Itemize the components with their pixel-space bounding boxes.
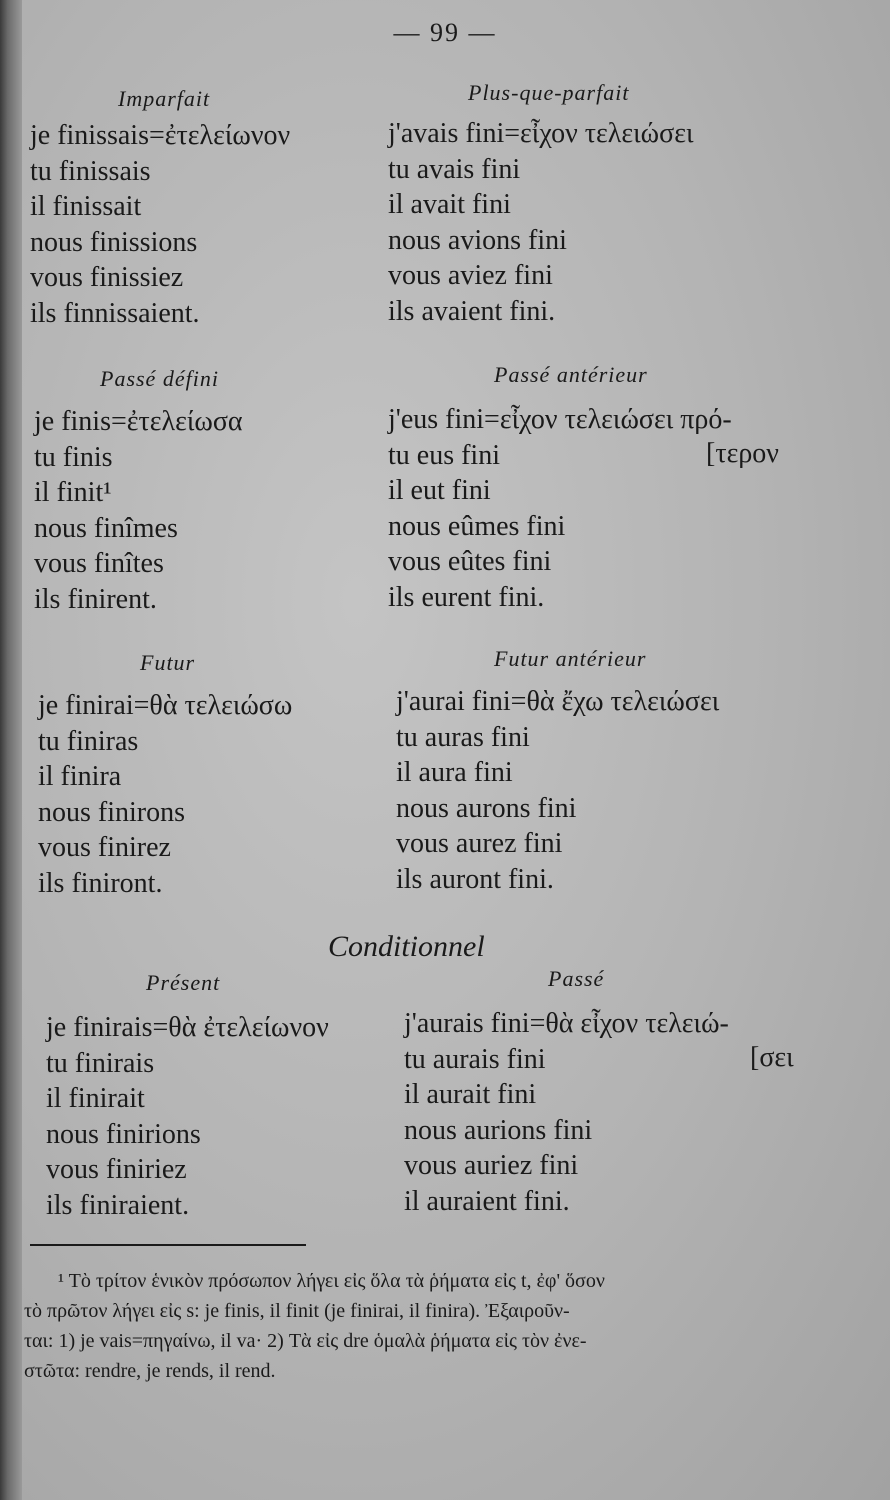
conjugation-line: tu aurais fini [404, 1043, 546, 1075]
conjugation-line: tu finis [34, 441, 113, 473]
passe-anterieur-conjugation [388, 402, 732, 615]
conjugation-line: j'eus fini=εἶχον τελειώσει πρό- [388, 404, 732, 435]
conjugation-line: nous finîmes [34, 512, 178, 544]
conjugation-line: tu avais fini [388, 153, 521, 185]
conjugation-line: ils finiront. [38, 867, 163, 899]
conjugation-line: j'avais fini=εἶχον τελειώσει [388, 118, 694, 149]
conjugation-line: je finis=ἐτελείωσα [34, 406, 243, 437]
hyphenation-continuation: [τερον [706, 438, 779, 469]
conjugation-line: ils avaient fini. [388, 295, 556, 327]
conjugation-line: tu finiras [38, 725, 139, 757]
conjugation-line: nous finirions [46, 1118, 201, 1150]
conjugation-line: il eut fini [388, 475, 491, 506]
conjugation-line: ils eurent fini. [388, 581, 545, 613]
book-spine [0, 0, 22, 1500]
conjugation-line: vous finirez [38, 832, 171, 863]
conjugation-line: ils finnissaient. [30, 297, 200, 329]
conjugation-line: ils finiraient. [46, 1189, 190, 1221]
passe-defini-conjugation [34, 404, 243, 617]
heading-futur-anterieur: Futur antérieur [494, 646, 647, 671]
conjugation-line: il avait fini [388, 189, 511, 220]
heading-passe: Passé [548, 966, 605, 991]
conjugation-line: ils auront fini. [396, 863, 554, 895]
conditionnel-present-conjugation [46, 1010, 329, 1223]
conjugation-line: nous eûmes fini [388, 510, 566, 542]
hyphenation-continuation: [σει [750, 1042, 794, 1073]
conjugation-line: vous auriez fini [404, 1150, 579, 1181]
conjugation-line: nous aurions fini [404, 1114, 593, 1146]
conditionnel-passe-conjugation [404, 1006, 729, 1219]
conjugation-line: vous finiriez [46, 1154, 187, 1185]
footnote-line: τὸ πρῶτον λήγει εἰς s: je finis, il finit (je finirai, il finira). Ἐξαιροῦν- [24, 1300, 570, 1322]
plus-que-parfait-conjugation [388, 116, 693, 329]
conjugation-line: il finit¹ [34, 477, 112, 508]
conjugation-line: j'aurais fini=θὰ εἶχον τελειώ- [404, 1008, 729, 1039]
page-number: — 99 — [393, 18, 497, 47]
conjugation-line: nous finirons [38, 796, 185, 828]
footnote [24, 1266, 814, 1386]
futur-anterieur-conjugation [396, 684, 719, 897]
heading-passe-anterieur: Passé antérieur [494, 362, 648, 387]
conjugation-line: nous avions fini [388, 224, 567, 256]
heading-futur: Futur [140, 650, 196, 675]
imparfait-conjugation [30, 118, 290, 331]
heading-passe-defini: Passé défini [100, 366, 219, 391]
conjugation-line: nous finissions [30, 226, 198, 258]
conjugation-line: il aurait fini [404, 1079, 537, 1110]
conjugation-line: il auraient fini. [404, 1185, 570, 1217]
conjugation-line: il aura fini [396, 757, 513, 788]
conjugation-line: j'aurai fini=θὰ ἔχω τελειώσει [396, 686, 720, 717]
footnote-line: στῶτα: rendre, je rends, il rend. [24, 1360, 276, 1382]
conjugation-line: je finirai=θὰ τελειώσω [38, 690, 293, 721]
conjugation-line: vous aurez fini [396, 828, 563, 859]
conjugation-line: vous finîtes [34, 548, 164, 579]
footnote-line: ¹ Τὸ τρίτον ἑνικὸν πρόσωπον λήγει εἰς ὅλα τὰ ῥήματα εἰς t, ἐφ' ὅσον [58, 1270, 605, 1292]
conjugation-line: ils finirent. [34, 583, 157, 615]
footnote-line: ται: 1) je vais=πηγαίνω, il va· 2) Τὰ εἰς dre ὁμαλὰ ῥήματα εἰς τὸν ἐνε- [24, 1330, 587, 1352]
heading-present: Présent [146, 970, 221, 995]
conjugation-line: il finissait [30, 191, 142, 222]
footnote-rule [30, 1244, 306, 1246]
heading-imparfait: Imparfait [118, 86, 211, 111]
conjugation-line: vous finissiez [30, 262, 184, 293]
conjugation-line: je finirais=θὰ ἐτελείωνον [46, 1012, 329, 1043]
conjugation-line: il finirait [46, 1083, 145, 1114]
conjugation-line: nous aurons fini [396, 792, 577, 824]
conjugation-line: vous aviez fini [388, 260, 553, 291]
heading-conditionnel: Conditionnel [328, 930, 485, 963]
conjugation-line: tu finirais [46, 1047, 155, 1079]
conjugation-line: tu eus fini [388, 439, 500, 471]
conjugation-line: je finissais=ἐτελείωνον [30, 120, 291, 151]
futur-conjugation [38, 688, 292, 901]
conjugation-line: tu auras fini [396, 721, 530, 753]
conjugation-line: vous eûtes fini [388, 546, 552, 577]
conjugation-line: tu finissais [30, 155, 151, 187]
heading-plus-que-parfait: Plus-que-parfait [468, 80, 630, 105]
conjugation-line: il finira [38, 761, 122, 792]
